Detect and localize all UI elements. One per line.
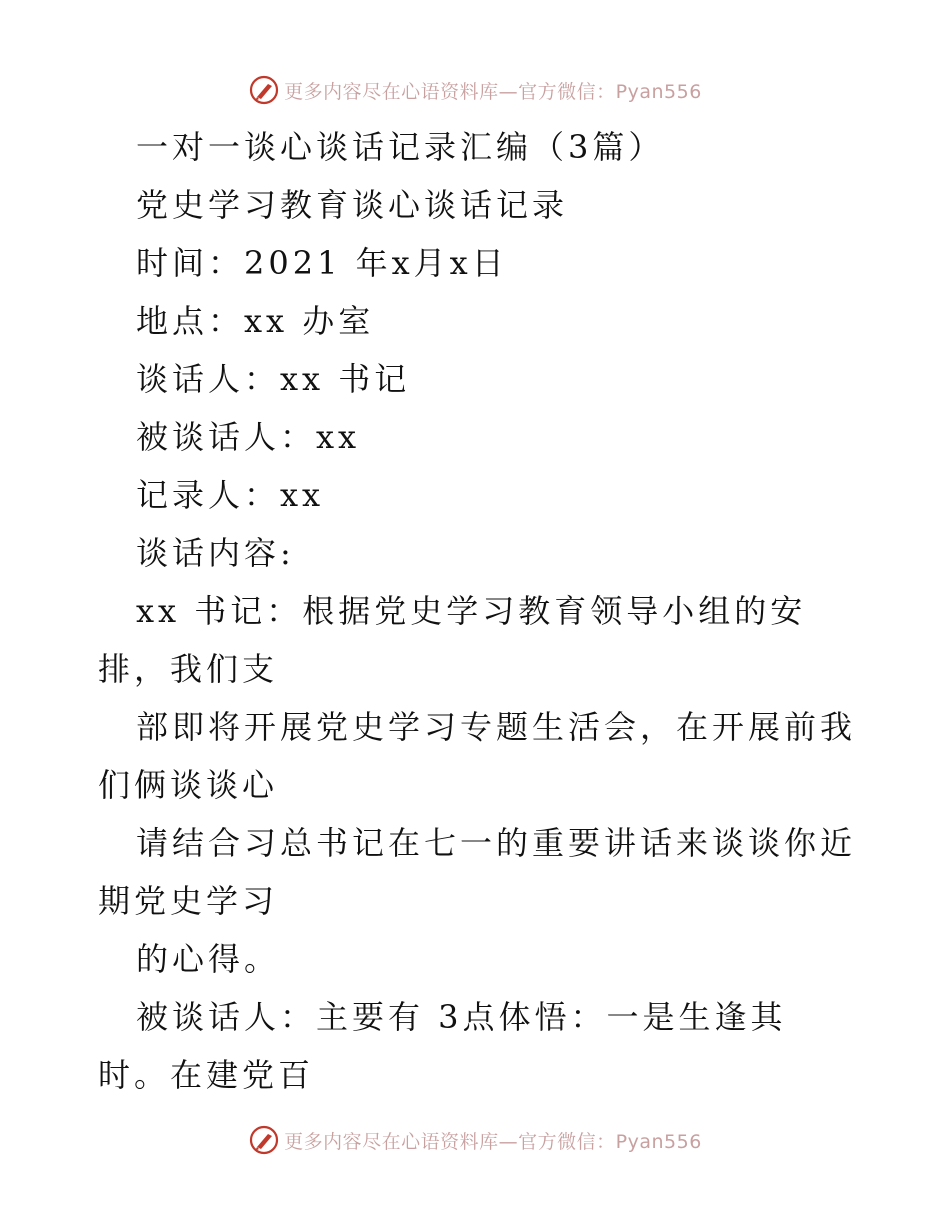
body-paragraph: 部即将开展党史学习专题生活会，在开展前我们俩谈谈心	[98, 708, 857, 804]
section-title: 党史学习教育谈心谈话记录	[136, 186, 569, 224]
footer-watermark	[0, 1120, 950, 1160]
meta-recorder: 记录人：xx	[136, 476, 325, 514]
body-paragraph: xx 书记：根据党史学习教育领导小组的安排，我们支	[98, 592, 807, 688]
body-paragraph: 被谈话人：主要有 3点体悟：一是生逢其时。在建党百	[98, 998, 787, 1094]
meta-time: 时间：2021 年x月x日	[136, 244, 508, 282]
meta-interviewee: 被谈话人：xx	[136, 418, 361, 456]
pen-logo-icon	[248, 74, 280, 106]
watermark-text: 更多内容尽在心语资料库—官方微信：Pyan556	[284, 1130, 702, 1153]
meta-interviewer: 谈话人：xx 书记	[136, 360, 411, 398]
body-paragraph: 请结合习总书记在七一的重要讲话来谈谈你近期党史学习	[98, 824, 857, 920]
header-watermark	[0, 70, 950, 110]
pen-logo-icon	[248, 1124, 280, 1156]
body-paragraph: 的心得。	[136, 940, 281, 978]
content-heading: 谈话内容:	[136, 534, 295, 572]
document-body	[98, 118, 858, 1104]
watermark-text: 更多内容尽在心语资料库—官方微信：Pyan556	[284, 80, 702, 103]
document-title: 一对一谈心谈话记录汇编（3篇）	[136, 128, 665, 166]
meta-location: 地点：xx 办室	[136, 302, 375, 340]
